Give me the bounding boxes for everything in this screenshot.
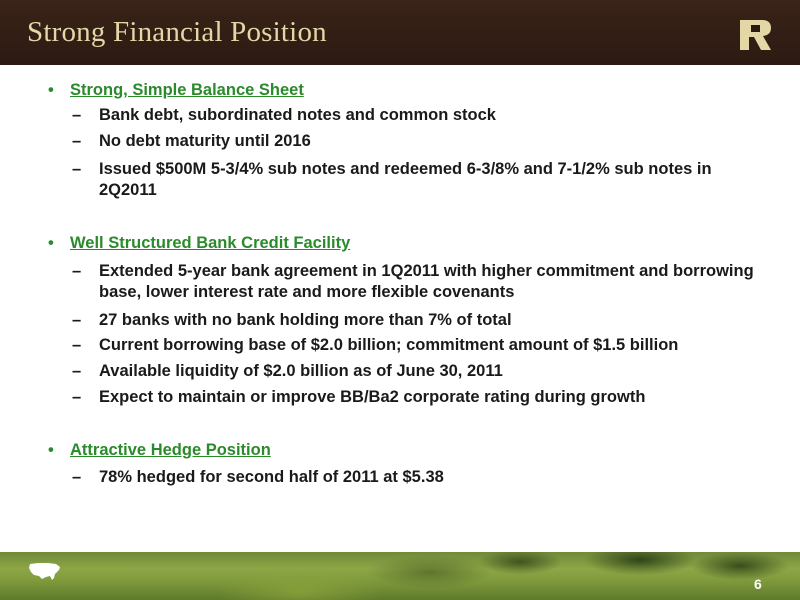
slide-header xyxy=(0,0,800,65)
list-item: – Bank debt, subordinated notes and common stock xyxy=(72,106,496,124)
list-item: – Issued $500M 5-3/4% sub notes and redeemed 6-3/8% and 7-1/2% sub notes in 2Q2011 xyxy=(72,160,712,199)
list-item: – 78% hedged for second half of 2011 at $5.38 xyxy=(72,468,444,486)
list-item: – 27 banks with no bank holding more than 7% of total xyxy=(72,311,512,329)
list-item: – Expect to maintain or improve BB/Ba2 corporate rating during growth xyxy=(72,388,646,406)
list-item: – Available liquidity of $2.0 billion as of June 30, 2011 xyxy=(72,362,503,380)
list-item: – No debt maturity until 2016 xyxy=(72,132,311,150)
r-monogram-logo-icon xyxy=(738,17,774,53)
slide-footer-landscape xyxy=(0,552,800,600)
usa-map-icon xyxy=(28,560,62,582)
list-item: – Extended 5-year bank agreement in 1Q2011 with higher commitment and borrowing base, lower interest rate and more flexible covenants xyxy=(72,262,754,301)
slide-title: Strong Financial Position xyxy=(27,16,327,48)
page-number: 6 xyxy=(754,576,762,592)
list-item: – Current borrowing base of $2.0 billion; commitment amount of $1.5 billion xyxy=(72,336,679,354)
